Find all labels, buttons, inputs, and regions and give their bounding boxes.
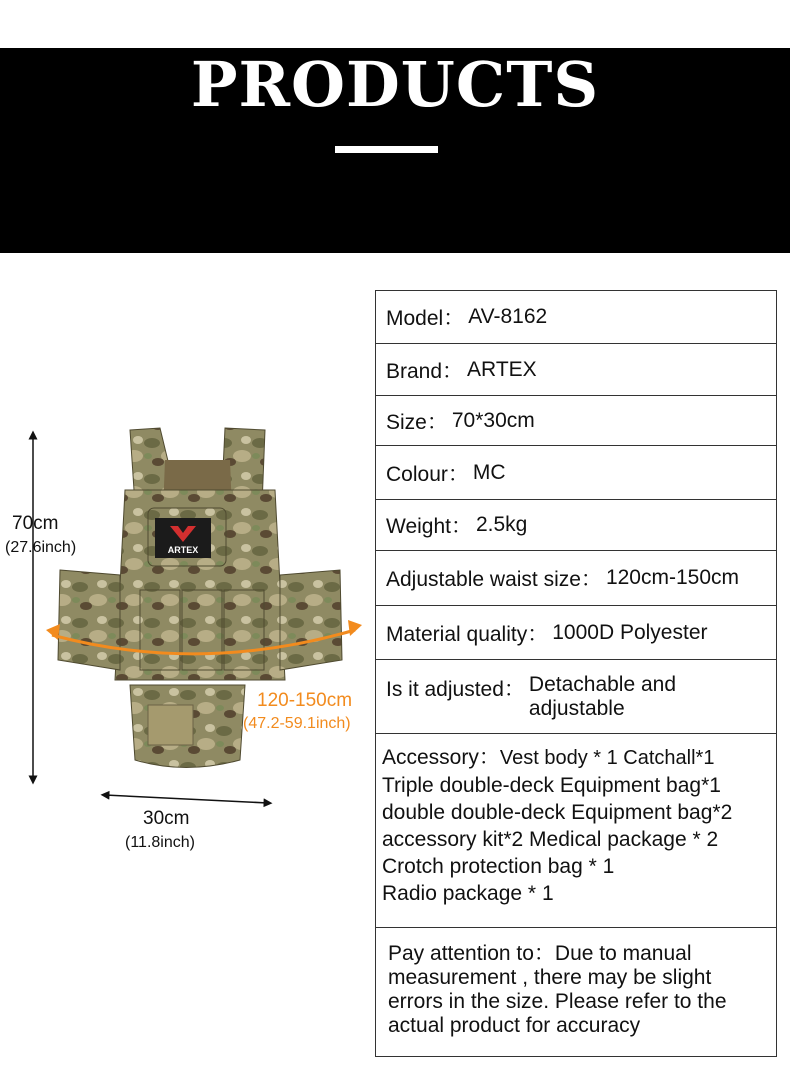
spec-value: MC [472,460,506,484]
spec-row-model [376,291,776,344]
accessory-line: double double-deck Equipment bag*2 [382,801,733,824]
waist-value: 120-150cm [257,690,353,711]
spec-label: Material quality： [386,622,549,646]
accessory-line: Crotch protection bag * 1 [382,855,615,878]
width-value: 30cm [143,808,190,829]
accessory-line: Radio package * 1 [382,882,554,905]
spec-row-material [376,606,776,660]
spec-row-accessory [376,734,776,928]
product-illustration [0,290,375,910]
spec-label: Brand： [386,359,464,383]
spec-value: 120cm-150cm [605,566,739,589]
accessory-line: accessory kit*2 Medical package * 2 [382,828,719,851]
height-value: 70cm [12,513,59,534]
note-line: Pay attention to：Due to manual [388,942,692,965]
spec-row-waist [376,551,776,606]
spec-label: Is it adjusted： [386,678,525,701]
spec-row-weight [376,500,776,551]
spec-value [529,673,676,721]
height-inch: (27.6inch) [5,539,77,556]
spec-value: AV-8162 [468,305,548,328]
accessory-label: Accessory： [382,746,500,769]
spec-value: 1000D Polyester [552,620,708,644]
accessory-line: Triple double-deck Equipment bag*1 [382,774,721,797]
spec-value: 70*30cm [451,408,535,432]
spec-row-colour [376,446,776,500]
spec-table [375,290,777,1057]
spec-label: Size： [386,410,448,434]
spec-label: Model： [386,307,465,330]
spec-row-brand [376,344,776,396]
adjusted-line-2: adjustable [528,697,625,720]
width-arrow [105,795,268,803]
spec-label: Weight： [386,515,472,538]
note-line: errors in the size. Please refer to the [388,990,727,1013]
adjusted-line-1: Detachable and [528,673,677,696]
waist-inch: (47.2-59.1inch) [243,715,351,732]
note-line: measurement , there may be slight [388,966,712,989]
accessory-first: Vest body * 1 Catchall*1 [499,747,715,769]
spec-row-size [376,396,776,446]
patch-brand-text: ARTEX [167,545,199,555]
width-inch: (11.8inch) [125,834,195,851]
spec-label: Colour： [386,462,469,486]
spec-row-adjusted [376,660,776,734]
spec-value: ARTEX [467,357,537,381]
title-underline [335,146,438,153]
spec-row-note [376,928,776,1056]
page-title: PRODUCTS [190,48,600,121]
spec-label: Adjustable waist size： [386,568,602,591]
note-line: actual product for accuracy [388,1014,641,1037]
spec-value: 2.5kg [475,513,528,536]
